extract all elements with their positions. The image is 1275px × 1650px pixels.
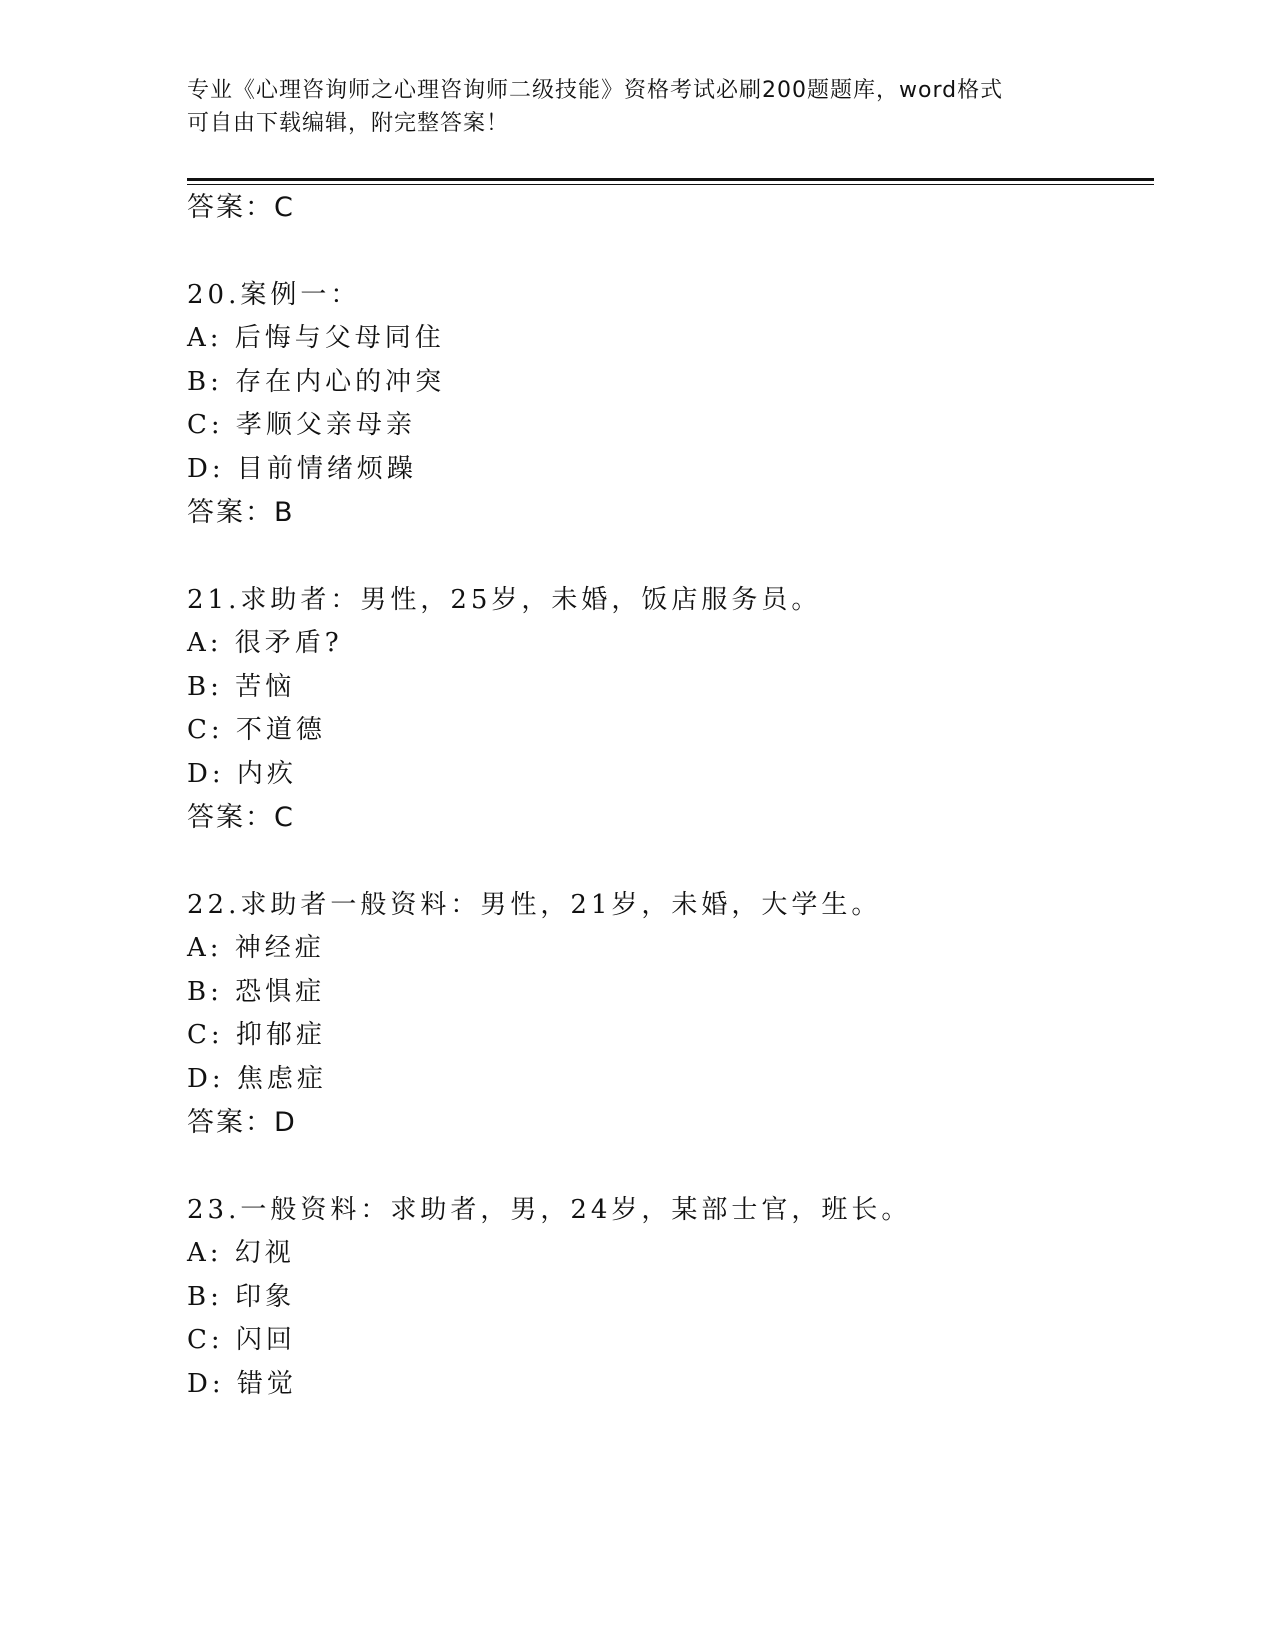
question-title: 23.一般资料：求助者，男，24岁，某部士官，班长。 — [187, 1195, 912, 1225]
option-line: D: 焦虑症 — [187, 1064, 327, 1094]
answer-line: 答案：B — [187, 497, 295, 528]
document-header — [187, 74, 1087, 140]
question-title: 22.求助者一般资料：男性，21岁，未婚，大学生。 — [187, 890, 882, 920]
answer-line: 答案：D — [187, 1107, 297, 1138]
option-line: D: 内疚 — [187, 759, 297, 789]
option-line: B: 苦恼 — [187, 672, 296, 702]
option-line: A: 很矛盾? — [187, 628, 343, 658]
option-line: D: 错觉 — [187, 1369, 297, 1399]
option-line: A: 神经症 — [187, 933, 325, 963]
option-line: C: 抑郁症 — [187, 1020, 326, 1050]
answer-line: 答案：C — [187, 192, 295, 223]
option-line: D: 目前情绪烦躁 — [187, 454, 417, 484]
question-title: 21.求助者：男性，25岁，未婚，饭店服务员。 — [187, 585, 822, 615]
option-line: C: 闪回 — [187, 1325, 296, 1355]
option-line: C: 不道德 — [187, 715, 326, 745]
header-line-1: 专业《心理咨询师之心理咨询师二级技能》资格考试必刷200题题库，word格式 — [187, 78, 1004, 103]
option-line: B: 存在内心的冲突 — [187, 367, 446, 397]
option-line: A: 幻视 — [187, 1238, 295, 1268]
header-rule-thin — [187, 184, 1154, 185]
option-line: A: 后悔与父母同住 — [187, 323, 445, 353]
question-title: 20.案例一： — [187, 280, 361, 310]
answer-line: 答案：C — [187, 802, 295, 833]
option-line: C: 孝顺父亲母亲 — [187, 410, 416, 440]
header-rule-thick — [187, 178, 1154, 181]
header-line-2: 可自由下载编辑，附完整答案！ — [187, 111, 510, 136]
option-line: B: 恐惧症 — [187, 977, 326, 1007]
option-line: B: 印象 — [187, 1282, 296, 1312]
